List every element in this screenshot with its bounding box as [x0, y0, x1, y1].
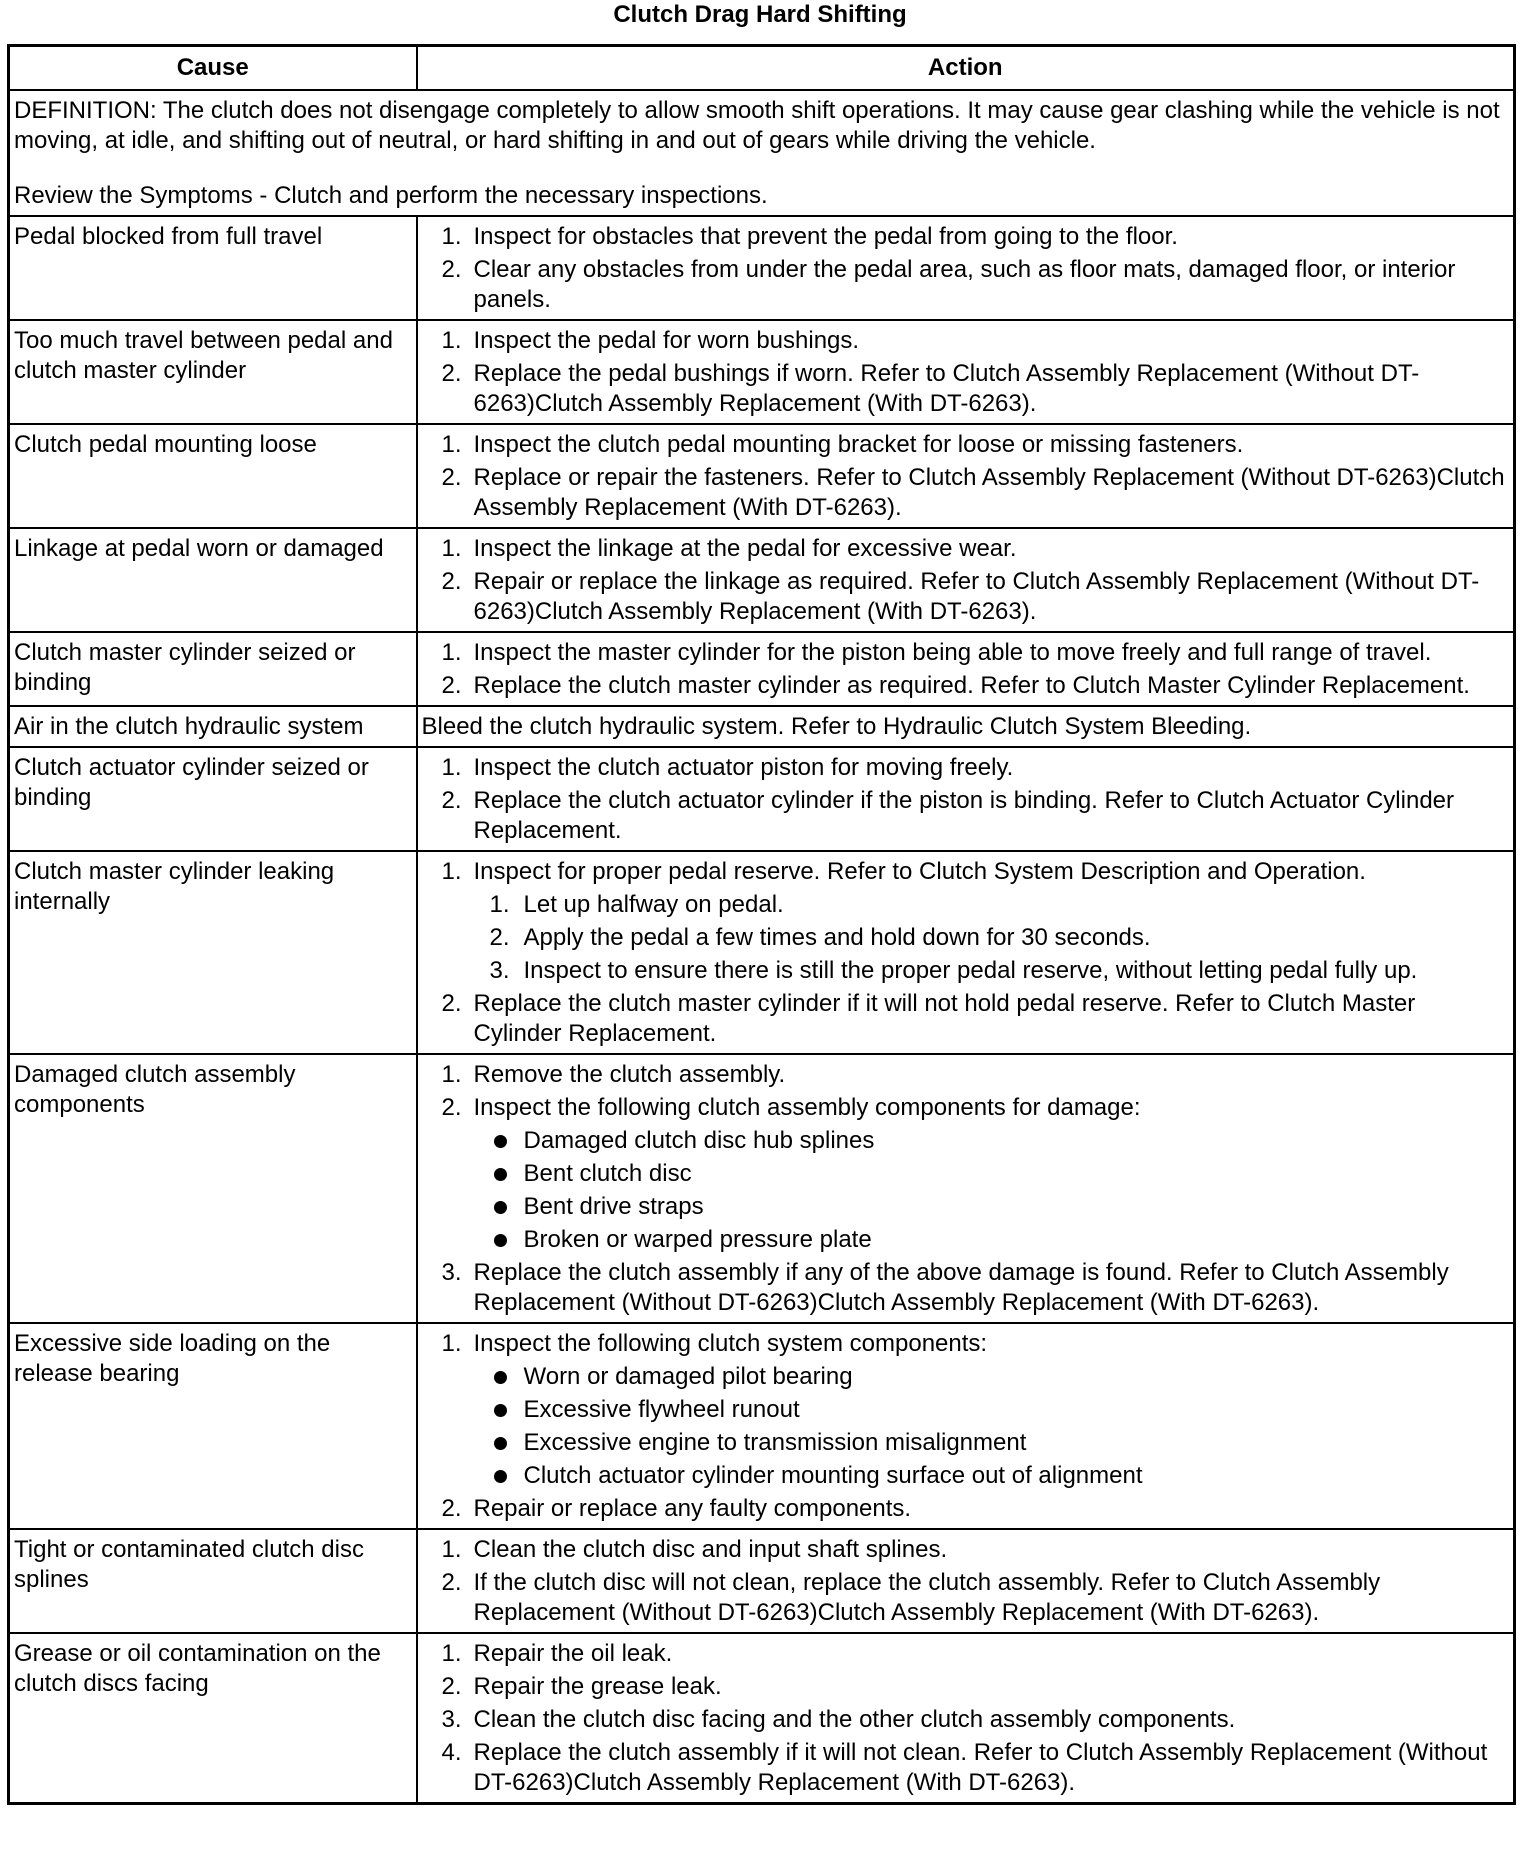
substep-text: Inspect to ensure there is still the proper pedal reserve, without letting pedal fully up. — [523, 957, 1418, 984]
step-number: 2. — [441, 1094, 462, 1121]
step-text: Replace the clutch master cylinder if it will not hold pedal reserve. Refer to Clutch Master Cylinder Replacement. — [473, 990, 1416, 1047]
step-text: Replace the pedal bushings if worn. Refer to Clutch Assembly Replacement (Without DT-6263)Clutch Assembly Replacement (With DT-6263). — [473, 360, 1420, 417]
step-number: 3. — [441, 1706, 462, 1733]
bullet-text: Bent clutch disc — [523, 1160, 692, 1187]
step-number: 1. — [441, 754, 462, 781]
table-row — [9, 216, 1515, 320]
step-item — [422, 567, 1510, 627]
substep-number: 2. — [489, 924, 510, 951]
substep-item — [474, 956, 1510, 986]
step-item — [422, 671, 1510, 701]
table-row — [9, 747, 1515, 851]
step-list — [422, 1329, 1510, 1524]
step-text: Inspect the master cylinder for the piston being able to move freely and full range of travel. — [473, 639, 1432, 666]
step-text: Replace the clutch assembly if any of the above damage is found. Refer to Clutch Assembly Replacement (Without DT-6263)Clutch Assembly Replacement (With DT-6263). — [473, 1259, 1449, 1316]
substep-text: Let up halfway on pedal. — [523, 891, 784, 918]
step-list — [422, 1639, 1510, 1798]
step-text: Repair or replace the linkage as required. Refer to Clutch Assembly Replacement (Without DT-6263)Clutch Assembly Replacement (With DT-6263). — [473, 568, 1480, 625]
table-body — [9, 90, 1515, 1804]
table-header-row — [9, 46, 1515, 91]
substep-number: 3. — [489, 957, 510, 984]
step-text: Inspect for proper pedal reserve. Refer to Clutch System Description and Operation. — [473, 858, 1366, 885]
action-cell — [417, 851, 1515, 1054]
definition-row — [9, 90, 1515, 216]
bullet-item — [474, 1126, 1510, 1156]
step-text: Repair the oil leak. — [473, 1640, 673, 1667]
table-row — [9, 706, 1515, 747]
cause-cell: Clutch actuator cylinder seized or binding — [9, 747, 417, 851]
bullet-text: Excessive engine to transmission misalignment — [523, 1429, 1027, 1456]
bullet-text: Clutch actuator cylinder mounting surface out of alignment — [523, 1462, 1143, 1489]
cause-cell: Pedal blocked from full travel — [9, 216, 417, 320]
table-row — [9, 320, 1515, 424]
action-cell — [417, 216, 1515, 320]
action-cell — [417, 1323, 1515, 1529]
definition-text: DEFINITION: The clutch does not disengage completely to allow smooth shift operations. It may cause gear clashing while the vehicle is not moving, at idle, and shifting out of neutral, or hard shifting in and out of gears while driving the vehicle. — [14, 97, 1500, 154]
cause-cell: Clutch master cylinder leaking internally — [9, 851, 417, 1054]
step-list — [422, 534, 1510, 627]
bullet-item — [474, 1225, 1510, 1255]
action-cell — [417, 1633, 1515, 1804]
table-row — [9, 1633, 1515, 1804]
page-title: Clutch Drag Hard Shifting — [613, 1, 907, 28]
step-text: If the clutch disc will not clean, replace the clutch assembly. Refer to Clutch Assembly Replacement (Without DT-6263)Clutch Assembly Replacement (With DT-6263). — [473, 1569, 1381, 1626]
step-item — [422, 1639, 1510, 1669]
bullet-list — [474, 1126, 1510, 1255]
bullet-dot-icon — [494, 1135, 507, 1148]
step-item — [422, 326, 1510, 356]
step-number: 2. — [441, 990, 462, 1017]
cause-cell: Clutch pedal mounting loose — [9, 424, 417, 528]
step-item — [422, 359, 1510, 419]
step-list — [422, 753, 1510, 846]
bullet-text: Broken or warped pressure plate — [523, 1226, 872, 1253]
step-item — [422, 1329, 1510, 1491]
cause-column-header: Cause — [9, 46, 417, 91]
definition-cell — [9, 90, 1515, 216]
substep-number: 1. — [489, 891, 510, 918]
step-number: 1. — [441, 639, 462, 666]
bullet-text: Worn or damaged pilot bearing — [523, 1363, 853, 1390]
step-item — [422, 1093, 1510, 1255]
action-cell — [417, 706, 1515, 747]
step-text: Clear any obstacles from under the pedal area, such as floor mats, damaged floor, or interior panels. — [473, 256, 1456, 313]
step-item — [422, 222, 1510, 252]
step-number: 2. — [441, 1569, 462, 1596]
bullet-item — [474, 1192, 1510, 1222]
review-text: Review the Symptoms - Clutch and perform the necessary inspections. — [14, 182, 768, 209]
step-number: 1. — [441, 1061, 462, 1088]
step-text: Inspect the pedal for worn bushings. — [473, 327, 860, 354]
step-list — [422, 638, 1510, 701]
step-item — [422, 1060, 1510, 1090]
step-number: 4. — [441, 1739, 462, 1766]
cause-cell: Grease or oil contamination on the clutch discs facing — [9, 1633, 417, 1804]
step-number: 2. — [441, 568, 462, 595]
step-number: 1. — [441, 535, 462, 562]
action-text: Bleed the clutch hydraulic system. Refer to Hydraulic Clutch System Bleeding. — [421, 713, 1252, 740]
step-number: 2. — [441, 672, 462, 699]
cause-cell: Damaged clutch assembly components — [9, 1054, 417, 1323]
step-text: Replace the clutch master cylinder as required. Refer to Clutch Master Cylinder Replacement. — [473, 672, 1470, 699]
step-number: 1. — [441, 1640, 462, 1667]
step-item — [422, 638, 1510, 668]
step-number: 2. — [441, 464, 462, 491]
bullet-item — [474, 1159, 1510, 1189]
table-row — [9, 851, 1515, 1054]
step-list — [422, 857, 1510, 1049]
action-cell — [417, 632, 1515, 706]
step-text: Repair or replace any faulty components. — [473, 1495, 912, 1522]
step-item — [422, 534, 1510, 564]
step-text: Replace the clutch assembly if it will not clean. Refer to Clutch Assembly Replacement (Without DT-6263)Clutch Assembly Replacement (With DT-6263). — [473, 1739, 1488, 1796]
step-text: Replace or repair the fasteners. Refer to Clutch Assembly Replacement (Without DT-6263)Clutch Assembly Replacement (With DT-6263). — [473, 464, 1505, 521]
step-number: 2. — [441, 1673, 462, 1700]
step-list — [422, 222, 1510, 315]
step-item — [422, 1705, 1510, 1735]
cause-cell: Excessive side loading on the release bearing — [9, 1323, 417, 1529]
step-item — [422, 1672, 1510, 1702]
bullet-text: Damaged clutch disc hub splines — [523, 1127, 875, 1154]
step-number: 2. — [441, 360, 462, 387]
step-item — [422, 1494, 1510, 1524]
action-cell — [417, 1054, 1515, 1323]
step-list — [422, 326, 1510, 419]
bullet-text: Bent drive straps — [523, 1193, 704, 1220]
action-cell — [417, 528, 1515, 632]
step-item — [422, 989, 1510, 1049]
step-number: 2. — [441, 256, 462, 283]
action-column-header: Action — [417, 46, 1515, 91]
step-number: 1. — [441, 431, 462, 458]
step-text: Replace the clutch actuator cylinder if the piston is binding. Refer to Clutch Actuator Cylinder Replacement. — [473, 787, 1455, 844]
bullet-dot-icon — [494, 1404, 507, 1417]
table-row — [9, 424, 1515, 528]
step-list — [422, 1060, 1510, 1318]
step-item — [422, 1738, 1510, 1798]
action-cell — [417, 320, 1515, 424]
substep-item — [474, 923, 1510, 953]
bullet-dot-icon — [494, 1470, 507, 1483]
step-number: 1. — [441, 327, 462, 354]
step-text: Inspect the following clutch assembly components for damage: — [473, 1094, 1141, 1121]
step-number: 1. — [441, 1536, 462, 1563]
table-row — [9, 1529, 1515, 1633]
step-number: 2. — [441, 1495, 462, 1522]
step-item — [422, 857, 1510, 986]
step-text: Inspect the linkage at the pedal for excessive wear. — [473, 535, 1017, 562]
step-text: Clean the clutch disc facing and the other clutch assembly components. — [473, 1706, 1236, 1733]
action-cell — [417, 1529, 1515, 1633]
step-text: Remove the clutch assembly. — [473, 1061, 786, 1088]
cause-cell: Linkage at pedal worn or damaged — [9, 528, 417, 632]
action-cell — [417, 424, 1515, 528]
substep-text: Apply the pedal a few times and hold down for 30 seconds. — [523, 924, 1151, 951]
step-item — [422, 463, 1510, 523]
step-item — [422, 753, 1510, 783]
bullet-item — [474, 1461, 1510, 1491]
table-row — [9, 1054, 1515, 1323]
step-text: Repair the grease leak. — [473, 1673, 722, 1700]
cause-cell: Tight or contaminated clutch disc splines — [9, 1529, 417, 1633]
step-text: Clean the clutch disc and input shaft splines. — [473, 1536, 948, 1563]
step-number: 3. — [441, 1259, 462, 1286]
cause-cell: Too much travel between pedal and clutch master cylinder — [9, 320, 417, 424]
step-item — [422, 1535, 1510, 1565]
step-item — [422, 255, 1510, 315]
step-list — [422, 430, 1510, 523]
step-item — [422, 786, 1510, 846]
bullet-dot-icon — [494, 1168, 507, 1181]
step-list — [422, 1535, 1510, 1628]
step-item — [422, 1568, 1510, 1628]
substep-item — [474, 890, 1510, 920]
bullet-dot-icon — [494, 1201, 507, 1214]
step-number: 2. — [441, 787, 462, 814]
step-item — [422, 1258, 1510, 1318]
bullet-item — [474, 1395, 1510, 1425]
bullet-dot-icon — [494, 1234, 507, 1247]
bullet-list — [474, 1362, 1510, 1491]
step-number: 1. — [441, 1330, 462, 1357]
substep-list — [474, 890, 1510, 986]
action-cell — [417, 747, 1515, 851]
step-number: 1. — [441, 858, 462, 885]
bullet-item — [474, 1428, 1510, 1458]
step-text: Inspect the following clutch system components: — [473, 1330, 988, 1357]
bullet-dot-icon — [494, 1437, 507, 1450]
diagnostic-table — [7, 44, 1516, 1805]
table-row — [9, 528, 1515, 632]
step-number: 1. — [441, 223, 462, 250]
bullet-item — [474, 1362, 1510, 1392]
step-text: Inspect the clutch pedal mounting bracket for loose or missing fasteners. — [473, 431, 1244, 458]
step-item — [422, 430, 1510, 460]
table-row — [9, 632, 1515, 706]
cause-cell: Air in the clutch hydraulic system — [9, 706, 417, 747]
step-text: Inspect the clutch actuator piston for moving freely. — [473, 754, 1014, 781]
bullet-text: Excessive flywheel runout — [523, 1396, 800, 1423]
table-row — [9, 1323, 1515, 1529]
bullet-dot-icon — [494, 1371, 507, 1384]
step-text: Inspect for obstacles that prevent the pedal from going to the floor. — [473, 223, 1178, 250]
cause-cell: Clutch master cylinder seized or binding — [9, 632, 417, 706]
